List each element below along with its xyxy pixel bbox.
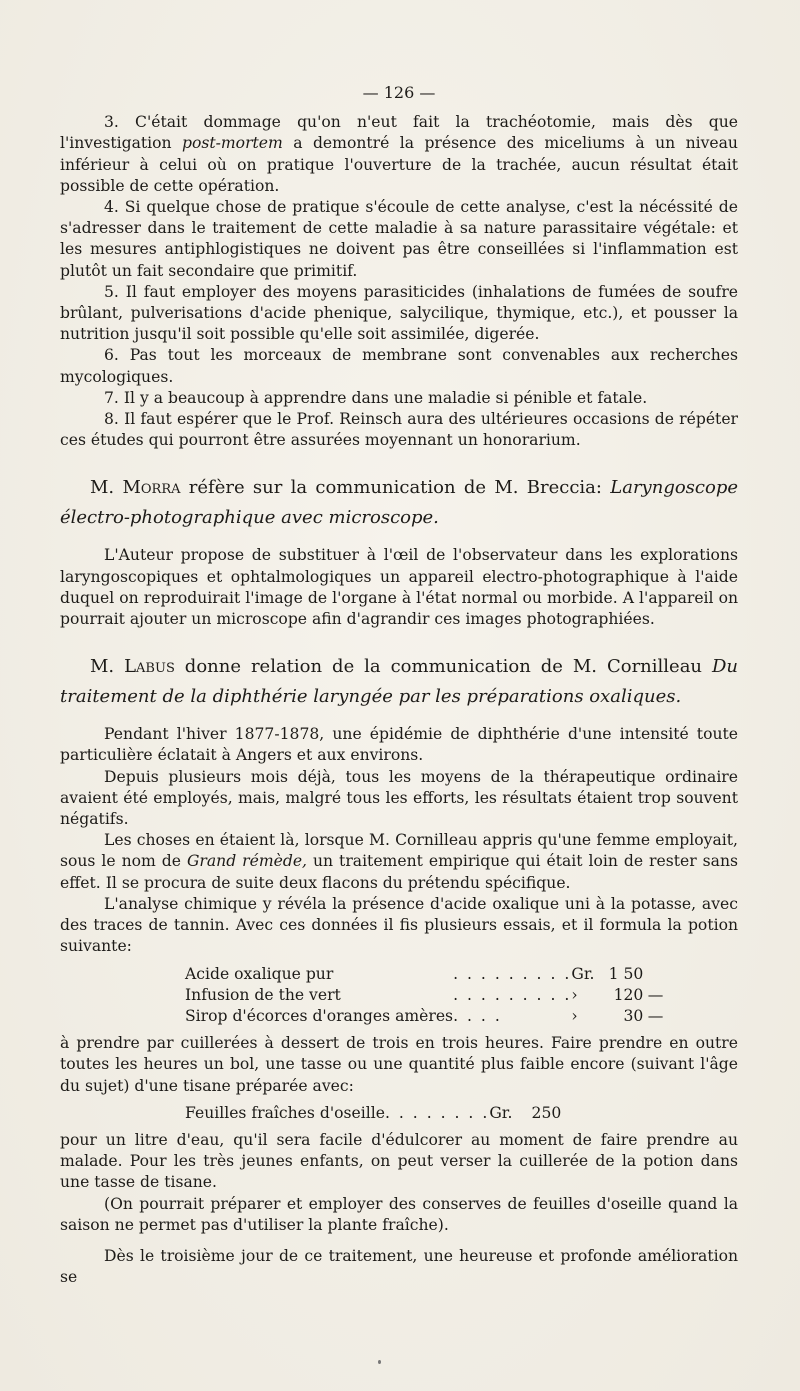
item-6: 6. Pas tout les morceaux de membrane sont convenables aux recherches mycologiques. xyxy=(60,346,738,386)
labus-p5: à prendre par cuillerées à dessert de trois en trois heures. Faire prendre en outre toutes les heures un bol, une tasse ou une quantité plus faible encore (suivant l'âge du sujet) d'une tisane préparée avec: xyxy=(60,1034,738,1095)
morra-prefix: M. xyxy=(90,477,123,499)
heading-gap xyxy=(60,533,738,545)
formula-table xyxy=(185,964,663,1028)
item-3 xyxy=(60,112,738,197)
formula-dots: . . . . . . . . . xyxy=(453,985,572,1004)
item-5: 5. Il faut employer des moyens parasiticides (inhalations de fumées de soufre brûlant, pulverisations d'acide phenique, salycilique, thymique, etc.), et pousser la nutrition jusqu'il soit possible qu'elle soit assimilée, digerée. xyxy=(60,282,738,344)
item-3-italic: post-mortem xyxy=(181,134,283,153)
labus-prefix: M. xyxy=(90,656,125,678)
item-3-text-a: 3. C'était dommage qu'on n'eut fait la trachéotomie, mais dès que l'investigation xyxy=(60,113,738,153)
item-7: 7. Il y a beaucoup à apprendre dans une maladie si pénible et fatale. xyxy=(104,388,648,407)
formula-row xyxy=(185,1006,663,1027)
formula2-row xyxy=(185,1103,581,1124)
labus-p3-italic: Grand rémède, xyxy=(186,852,308,871)
formula2-qty: 250 xyxy=(531,1103,562,1122)
morra-name: Morra xyxy=(122,477,181,499)
item-8: 8. Il faut espérer que le Prof. Reinsch aura des ultérieures occasions de répéter ces études qui pourront être assurées moyennant un honorarium. xyxy=(60,410,738,450)
morra-heading-text: réfère sur la communication de M. Breccia: xyxy=(180,477,611,499)
labus-p1: Pendant l'hiver 1877-1878, une épidémie de diphthérie d'une intensité toute particulière éclatait à Angers et aux environs. xyxy=(60,725,738,765)
morra-body: L'Auteur propose de substituer à l'œil de l'observateur dans les explorations laryngoscopiques et ophtalmologiques un appareil electro-photographique à l'aide duquel on reproduirait l'image de l'organe à l'état normal ou morbide. A l'appareil on pourrait ajouter un microscope afin d'agrandir ces images photographiées. xyxy=(60,546,738,629)
formula-name: Acide oxalique pur xyxy=(185,964,334,983)
formula-unit: Gr. xyxy=(571,964,595,983)
labus-p3 xyxy=(60,830,738,894)
formula2-tail xyxy=(561,1103,581,1124)
formula2-table xyxy=(185,1103,581,1124)
formula-row xyxy=(185,985,663,1006)
labus-p3-text-b: un traitement empirique qui était loin de rester sans effet. Il se procura de suite deux flacons du prétendu spécifique. xyxy=(60,852,738,892)
section-gap xyxy=(60,451,738,473)
labus-p4: L'analyse chimique y révéla la présence d'acide oxalique uni à la potasse, avec des traces de tannin. Avec ces données il fis plusieurs essais, et il formula la potion suivante: xyxy=(60,894,738,956)
heading-gap xyxy=(60,712,738,724)
formula2-name: Feuilles fraîches d'oseille xyxy=(185,1103,385,1122)
formula2-unit: Gr. xyxy=(489,1103,513,1122)
page-number: — 126 — xyxy=(362,83,436,102)
formula-dots: . . . . xyxy=(453,1006,502,1025)
labus-p2: Depuis plusieurs mois déjà, tous les moyens de la thérapeutique ordinaire avaient été employés, mais, malgré tous les efforts, les résultats étaient trop souvent négatifs. xyxy=(60,767,738,829)
labus-p6: pour un litre d'eau, qu'il sera facile d'édulcorer au moment de faire prendre au malade. Pour les très jeunes enfants, on peut verser la cuillerée de la potion dans une tasse de tisane. xyxy=(60,1130,738,1192)
labus-heading-text: donne relation de la communication de M. Cornilleau xyxy=(174,656,712,678)
labus-p3-text-a: Les choses en étaient là, lorsque M. Cornilleau appris qu'une femme employait, sous le nom de xyxy=(60,831,738,871)
formula-qty: 120 xyxy=(613,985,644,1004)
labus-p7: (On pourrait préparer et employer des conserves de feuilles d'oseille quand la saison ne permet pas d'utiliser la plante fraîche). xyxy=(60,1194,738,1234)
morra-title: Laryngoscope électro-photographique avec microscope. xyxy=(60,477,739,529)
formula2-dots: . . . . . . . . xyxy=(384,1103,490,1122)
page-content xyxy=(60,82,738,1288)
formula-name: Sirop d'écorces d'oranges amères xyxy=(185,1006,454,1025)
labus-heading xyxy=(60,652,738,712)
item-3-text-b: a demontré la présence des miceliums à un niveau inférieur à celui où on pratique l'ouverture de la trachée, aucun résultat était possible de cette opération. xyxy=(60,134,738,195)
labus-title: Du traitement de la diphthérie laryngée par les préparations oxaliques. xyxy=(60,656,738,708)
formula-unit: › xyxy=(571,1006,578,1025)
morra-heading xyxy=(60,473,738,533)
labus-name: Labus xyxy=(124,656,175,678)
formula-name: Infusion de the vert xyxy=(185,985,341,1004)
paragraph-gap xyxy=(60,1236,738,1246)
formula-qty: 30 xyxy=(623,1006,644,1025)
section-gap xyxy=(60,630,738,652)
formula-tail: — xyxy=(647,985,664,1004)
formula-unit: › xyxy=(571,985,578,1004)
formula-tail xyxy=(643,964,663,985)
formula-dots: . . . . . . . . . xyxy=(453,964,572,983)
formula-tail: — xyxy=(647,1006,664,1025)
formula-row xyxy=(185,964,663,985)
ink-speck xyxy=(378,1360,381,1364)
labus-p8: Dès le troisième jour de ce traitement, une heureuse et profonde amélioration se xyxy=(60,1246,738,1287)
item-4: 4. Si quelque chose de pratique s'écoule de cette analyse, c'est la nécéssité de s'adresser dans le traitement de cette maladie à sa nature parassitaire végétale: et les mesures antiphlogistiques ne doivent pas être conseillées si l'inflammation est plutôt un fait secondaire que primitif. xyxy=(60,198,738,280)
formula-qty: 1 50 xyxy=(608,964,644,983)
